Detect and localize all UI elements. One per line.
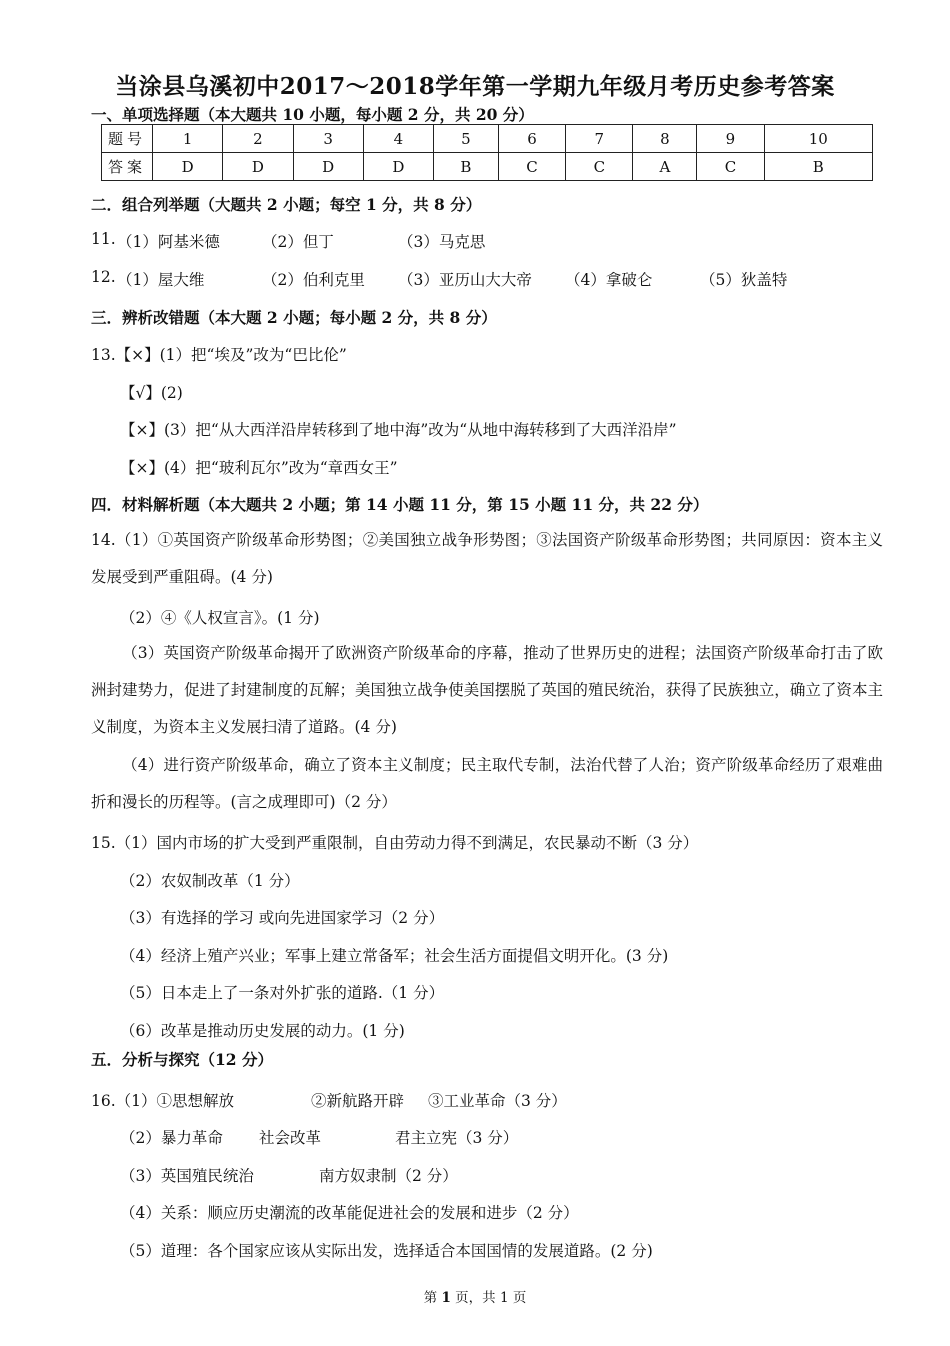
table-cell: 5 <box>434 125 499 153</box>
table-cell: C <box>697 153 764 181</box>
q16-part2-a: （2）暴力革命 <box>120 1129 223 1147</box>
section5-heading: 五．分析与探究（12 分） <box>91 1050 273 1069</box>
table-cell: C <box>498 153 565 181</box>
q14-part4: （4）进行资产阶级革命，确立了资本主义制度；民主取代专制，法治代替了人治；资产阶级革命经历了艰难曲折和漫长的历程等。(言之成理即可)（2 分） <box>91 756 883 811</box>
table-cell: B <box>764 153 872 181</box>
section1-heading: 一、单项选择题（本大题共 10 小题，每小题 2 分，共 20 分） <box>91 105 534 124</box>
q13-part2: 【√】(2) <box>120 384 183 402</box>
page-footer <box>0 1286 950 1306</box>
section3-heading: 三．辨析改错题（本大题 2 小题；每小题 2 分，共 8 分） <box>91 308 497 327</box>
q11-item: （3）马克思 <box>398 233 486 251</box>
q11-item: （1）阿基米德 <box>117 233 220 251</box>
q15-part6: （6）改革是推动历史发展的动力。(1 分) <box>120 1022 405 1040</box>
q15-part5: （5）日本走上了一条对外扩张的道路.（1 分） <box>120 984 445 1002</box>
q16-part3-a: （3）英国殖民统治 <box>120 1167 254 1185</box>
q13-part3: 【×】(3）把“从大西洋沿岸转移到了地中海”改为“从地中海转移到了大西洋沿岸” <box>120 421 677 439</box>
q14-part2: （2）④《人权宣言》。(1 分) <box>120 609 320 627</box>
table-cell: A <box>633 153 697 181</box>
q15-part1: 15.（1）国内市场的扩大受到严重限制，自由劳动力得不到满足，农民暴动不断（3 分） <box>91 834 699 852</box>
table-row-questions <box>102 125 873 153</box>
q16-part5: （5）道理：各个国家应该从实际出发，选择适合本国国情的发展道路。(2 分) <box>120 1242 653 1260</box>
q16-part4: （4）关系：顺应历史潮流的改革能促进社会的发展和进步（2 分） <box>120 1204 579 1222</box>
q15-part4: （4）经济上殖产兴业；军事上建立常备军；社会生活方面提倡文明开化。(3 分) <box>120 947 669 965</box>
section2-heading: 二．组合列举题（大题共 2 小题；每空 1 分，共 8 分） <box>91 195 482 214</box>
footer-middle: 页，共 <box>455 1290 496 1306</box>
table-cell: 6 <box>498 125 565 153</box>
page-title: 当涂县乌溪初中2017～2018学年第一学期九年级月考历史参考答案 <box>115 73 835 100</box>
q12-number: 12. <box>91 268 116 286</box>
q11-number: 11. <box>91 230 116 248</box>
table-cell: B <box>434 153 499 181</box>
table-cell: D <box>223 153 293 181</box>
table-cell: 8 <box>633 125 697 153</box>
q16-part1-c: ③工业革命（3 分） <box>428 1092 567 1110</box>
table-row-answers <box>102 153 873 181</box>
table-cell: 9 <box>697 125 764 153</box>
q15-part3: （3）有选择的学习 或向先进国家学习（2 分） <box>120 909 445 927</box>
q16-part1-a: 16.（1）①思想解放 <box>91 1092 235 1110</box>
q11-item: （2）但丁 <box>262 233 334 251</box>
footer-suffix: 页 <box>512 1290 527 1306</box>
row-label-question: 题号 <box>102 125 153 153</box>
q16-part1-b: ②新航路开辟 <box>311 1092 405 1110</box>
table-cell: 7 <box>566 125 633 153</box>
section4-heading: 四．材料解析题（本大题共 2 小题；第 14 小题 11 分，第 15 小题 11 分，共 22 分） <box>91 495 709 514</box>
q12-item: （1）屋大维 <box>117 271 205 289</box>
q12-item: （3）亚历山大大帝 <box>398 271 532 289</box>
q12-item: （2）伯利克里 <box>262 271 365 289</box>
table-cell: 4 <box>363 125 433 153</box>
table-cell: D <box>363 153 433 181</box>
q14-part3-paragraph <box>91 635 883 746</box>
q16-part3-b: 南方奴隶制（2 分） <box>319 1167 458 1185</box>
q16-part2-c: 君主立宪（3 分） <box>395 1129 519 1147</box>
q15-part2: （2）农奴制改革（1 分） <box>120 872 300 890</box>
footer-total-pages: 1 <box>499 1290 509 1306</box>
q16-part2-b: 社会改革 <box>259 1129 322 1147</box>
q14-part1: 14.（1）①英国资产阶级革命形势图；②美国独立战争形势图；③法国资产阶级革命形势图；共同原因：资本主义发展受到严重阻碍。(4 分) <box>91 531 883 586</box>
table-cell: 3 <box>293 125 363 153</box>
q14-part4-paragraph <box>91 747 883 821</box>
table-cell: D <box>293 153 363 181</box>
table-cell: D <box>153 153 223 181</box>
q13-part4: 【×】(4）把“玻利瓦尔”改为“章西女王” <box>120 459 398 477</box>
footer-page-number: 1 <box>441 1290 451 1306</box>
q12-item: （5）狄盖特 <box>700 271 788 289</box>
q13-part1: 13.【×】(1）把“埃及”改为“巴比伦” <box>91 346 347 364</box>
table-cell: C <box>566 153 633 181</box>
footer-prefix: 第 <box>423 1290 438 1306</box>
q14-part3: （3）英国资产阶级革命揭开了欧洲资产阶级革命的序幕，推动了世界历史的进程；法国资产阶级革命打击了欧洲封建势力，促进了封建制度的瓦解；美国独立战争使美国摆脱了英国的殖民统治，获得了民族独立，确立了资本主义制度，为资本主义发展扫清了道路。(4 分) <box>91 644 883 736</box>
row-label-answer: 答案 <box>102 153 153 181</box>
answer-table <box>101 124 873 181</box>
table-cell: 10 <box>764 125 872 153</box>
table-cell: 2 <box>223 125 293 153</box>
q12-item: （4）拿破仑 <box>565 271 653 289</box>
table-cell: 1 <box>153 125 223 153</box>
